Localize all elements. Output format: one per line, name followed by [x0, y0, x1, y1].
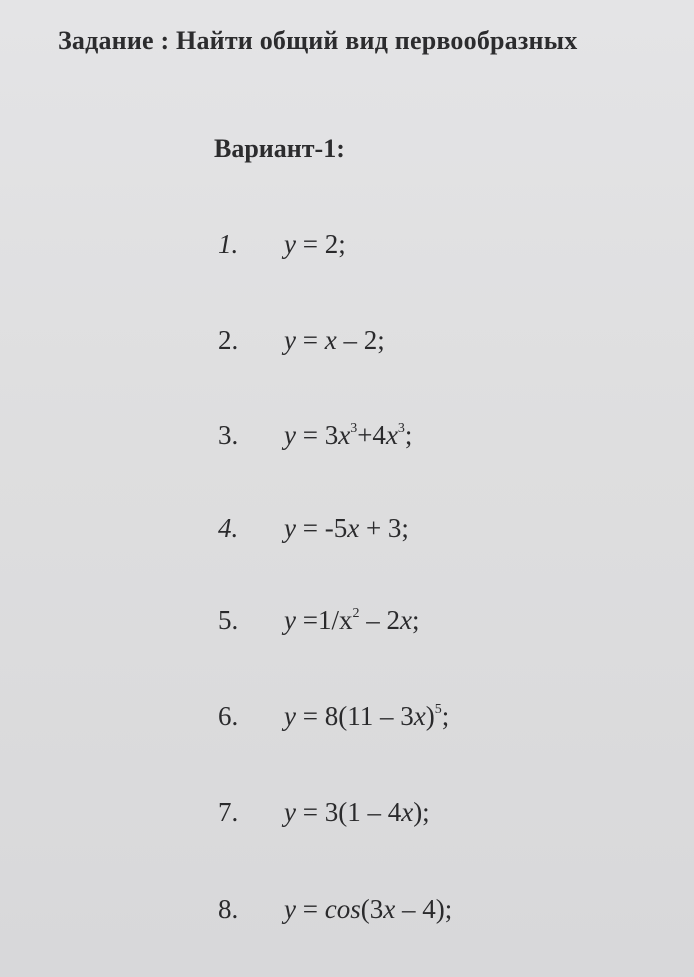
variant-heading: Вариант-1: — [214, 134, 345, 163]
formula-part: y — [284, 420, 296, 450]
formula-part: y — [284, 605, 296, 635]
formula-part: ; — [441, 701, 450, 731]
formula-part: y — [284, 229, 296, 259]
task-number: 1. — [218, 229, 239, 259]
formula-part: +4 — [357, 420, 386, 450]
formula-part: – 2 — [359, 605, 400, 635]
formula-part: = — [295, 325, 325, 355]
task-item-3 — [0, 420, 694, 460]
task-number: 6. — [218, 701, 239, 731]
formula-part: x — [401, 797, 414, 827]
task-item-4 — [0, 513, 694, 553]
task-formula — [284, 229, 346, 260]
task-item-6 — [0, 701, 694, 741]
task-number: 8. — [218, 894, 239, 924]
formula-part: ) — [425, 701, 435, 731]
formula-part: x — [385, 420, 398, 450]
formula-part: x — [413, 701, 426, 731]
formula-part: = 2; — [295, 229, 346, 259]
formula-part: x — [399, 605, 412, 635]
formula-exponent: 5 — [434, 702, 442, 717]
task-formula — [284, 325, 385, 356]
formula-part: y — [284, 513, 296, 543]
formula-part: x — [383, 894, 396, 924]
task-number: 3. — [218, 420, 239, 450]
formula-part: x — [347, 513, 360, 543]
task-formula — [284, 701, 449, 732]
task-number: 4. — [218, 513, 239, 543]
task-formula — [284, 420, 412, 451]
formula-part: = -5 — [295, 513, 348, 543]
task-item-7 — [0, 797, 694, 837]
task-formula — [284, 605, 419, 636]
formula-exponent: 3 — [350, 421, 358, 436]
task-number: 2. — [218, 325, 239, 355]
formula-part: = 8(11 – 3 — [295, 701, 414, 731]
formula-part: = 3 — [295, 420, 339, 450]
task-formula — [284, 797, 430, 828]
formula-part: ); — [413, 797, 430, 827]
formula-part: – 4); — [395, 894, 453, 924]
task-formula — [284, 894, 452, 925]
task-item-5 — [0, 605, 694, 645]
formula-part: = 3(1 – 4 — [295, 797, 402, 827]
formula-exponent: 2 — [352, 606, 360, 621]
formula-part: y — [284, 894, 296, 924]
formula-part: y — [284, 325, 296, 355]
formula-part: – 2; — [336, 325, 385, 355]
formula-part: (3 — [360, 894, 384, 924]
formula-part: x — [324, 325, 337, 355]
formula-part: ; — [404, 420, 413, 450]
formula-part: = — [295, 894, 325, 924]
task-item-2 — [0, 325, 694, 365]
formula-exponent: 3 — [397, 421, 405, 436]
page-title: Задание : Найти общий вид первообразных — [58, 26, 578, 55]
formula-part: x — [338, 420, 351, 450]
formula-part: y — [284, 797, 296, 827]
formula-part: ; — [411, 605, 420, 635]
formula-part: =1/x — [295, 605, 353, 635]
formula-part: + 3; — [359, 513, 409, 543]
task-formula — [284, 513, 409, 544]
formula-part: cos — [324, 894, 361, 924]
task-number: 7. — [218, 797, 239, 827]
task-item-8 — [0, 894, 694, 934]
formula-part: y — [284, 701, 296, 731]
task-number: 5. — [218, 605, 239, 635]
task-item-1 — [0, 229, 694, 269]
